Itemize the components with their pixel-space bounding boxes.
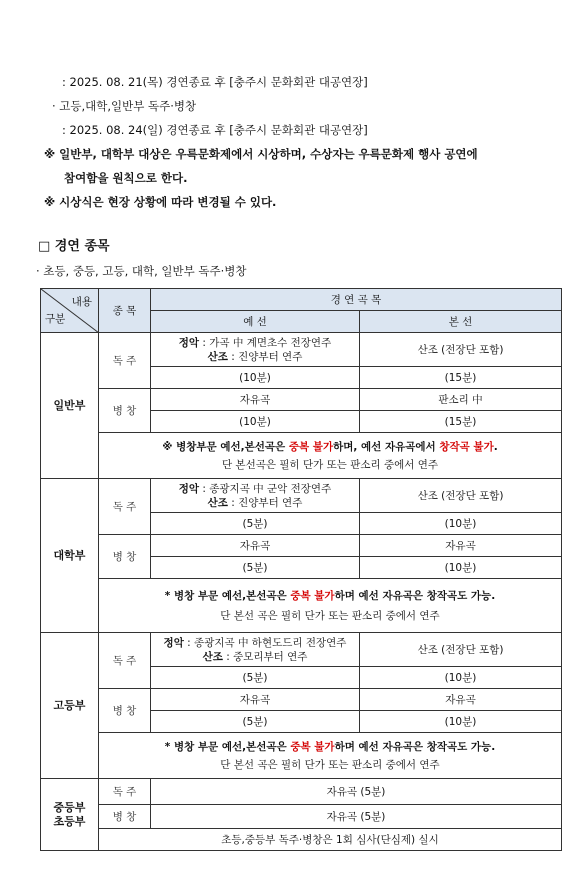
- general-note-a2: 중복 불가: [288, 440, 334, 453]
- header-prelim: 예 선: [151, 311, 360, 333]
- college-sing-prelim: 자유곡: [151, 535, 360, 557]
- general-solo: 독 주: [99, 333, 151, 389]
- general-solo-jeongak: : 가곡 中 계면초수 전장연주: [199, 336, 332, 349]
- high-note: [99, 733, 562, 779]
- junior-solo-piece: 자유곡 (5분): [151, 779, 562, 805]
- header-content-label: 내용: [71, 296, 92, 308]
- high-solo-jeongak: : 종광지곡 中 하현도드리 전장연주: [183, 636, 347, 649]
- general-note-b1: 단 본선곡: [221, 458, 266, 471]
- category-elementary-label: 초등부: [53, 814, 86, 828]
- college-sing-prelim-time: (5분): [151, 557, 360, 579]
- general-solo-final-time: (15분): [360, 367, 562, 389]
- college-solo-final-time: (10분): [360, 513, 562, 535]
- header-final: 본 선: [360, 311, 562, 333]
- high-note-a2: 중복 불가: [290, 740, 335, 753]
- college-solo-prelim-time: (5분): [151, 513, 360, 535]
- competition-table: [40, 288, 562, 851]
- high-sing-final-time: (10분): [360, 711, 562, 733]
- general-sing-final: 판소리 中: [360, 389, 562, 411]
- general-note-a5: .: [493, 440, 498, 453]
- high-note-a3: 하며 예선 자유곡은 창작곡도 가능.: [334, 740, 496, 753]
- general-solo-prelim: [151, 333, 360, 367]
- intro-note-1b: 참여함을 원칙으로 한다.: [64, 171, 188, 185]
- high-note-b2: 은 필히 단가 또는 판소리 중에서 연주: [267, 758, 440, 771]
- high-sing: 병 창: [99, 689, 151, 733]
- high-solo-jeongak-key: 정악: [163, 636, 184, 649]
- college-note-a1: * 병창 부문 예선,본선곡은: [164, 589, 291, 602]
- general-sing-prelim: 자유곡: [151, 389, 360, 411]
- college-note-b2: 은 필히 단가 또는 판소리 중에서 연주: [267, 609, 440, 622]
- junior-solo: 독 주: [99, 779, 151, 805]
- high-solo-final-time: (10분): [360, 667, 562, 689]
- college-solo-jeongak-key: 정악: [178, 482, 200, 495]
- junior-sing: 병 창: [99, 805, 151, 829]
- high-sing-prelim: 자유곡: [151, 689, 360, 711]
- general-note-a4: 창작곡 불가: [439, 440, 494, 453]
- intro-note-2: ※ 시상식은 현장 상황에 따라 변경될 수 있다.: [44, 195, 277, 209]
- general-note: [99, 433, 562, 479]
- general-note-b2: 은 필히 단가 또는 판소리 중에서 연주: [265, 458, 439, 471]
- general-sing-prelim-time: (10분): [151, 411, 360, 433]
- high-solo-prelim-time: (5분): [151, 667, 360, 689]
- intro-date-line-2: : 2025. 08. 24(일) 경연종료 후 [충주시 문화회관 대공연장]: [62, 123, 368, 137]
- general-solo-sanjo-key: 산조: [207, 350, 228, 363]
- high-sing-final: 자유곡: [360, 689, 562, 711]
- high-solo-final: 산조 (전장단 포함): [360, 633, 562, 667]
- college-solo-sanjo: : 진양부터 연주: [227, 496, 303, 509]
- college-sing-final-time: (10분): [360, 557, 562, 579]
- section-title: □ 경연 종목: [38, 239, 110, 254]
- intro-note-1a: ※ 일반부, 대학부 대상은 우륵문화제에서 시상하며, 수상자는 우륵문화제 행사 공연에: [44, 147, 478, 161]
- section-subtitle: · 초등, 중등, 고등, 대학, 일반부 독주·병창: [36, 264, 247, 278]
- college-solo: 독 주: [99, 479, 151, 535]
- category-junior: [41, 779, 99, 851]
- general-solo-sanjo: : 진양부터 연주: [227, 350, 303, 363]
- header-category-label: 구분: [45, 313, 66, 325]
- high-solo-prelim: [151, 633, 360, 667]
- high-solo: 독 주: [99, 633, 151, 689]
- category-middle-label: 중등부: [53, 800, 86, 814]
- category-college: 대학부: [41, 479, 99, 633]
- general-solo-prelim-time: (10분): [151, 367, 360, 389]
- high-solo-sanjo: : 중모리부터 연주: [222, 650, 308, 663]
- general-solo-jeongak-key: 정악: [178, 336, 200, 349]
- college-solo-final: 산조 (전장단 포함): [360, 479, 562, 513]
- junior-sing-piece: 자유곡 (5분): [151, 805, 562, 829]
- intro-division-line: · 고등,대학,일반부 독주·병창: [52, 99, 197, 113]
- header-pieces: 경 연 곡 목: [151, 289, 562, 311]
- college-note-a2: 중복 불가: [290, 589, 335, 602]
- category-general: 일반부: [41, 333, 99, 479]
- intro-date-line-1: : 2025. 08. 21(목) 경연종료 후 [충주시 문화회관 대공연장]: [62, 75, 368, 89]
- header-diagonal-cell: [41, 289, 99, 333]
- high-solo-sanjo-key: 산조: [202, 650, 223, 663]
- header-event: 종 목: [99, 289, 151, 333]
- general-sing-final-time: (15분): [360, 411, 562, 433]
- general-solo-final: 산조 (전장단 포함): [360, 333, 562, 367]
- general-note-a1: ※ 병창부문 예선,본선곡은: [162, 440, 289, 453]
- college-solo-sanjo-key: 산조: [207, 496, 228, 509]
- high-note-b1: 단 본선 곡: [220, 758, 268, 771]
- high-sing-prelim-time: (5분): [151, 711, 360, 733]
- college-sing: 병 창: [99, 535, 151, 579]
- college-note: [99, 579, 562, 633]
- college-note-a3: 하며 예선 자유곡은 창작곡도 가능.: [334, 589, 496, 602]
- general-sing: 병 창: [99, 389, 151, 433]
- college-note-b1: 단 본선 곡: [220, 609, 268, 622]
- high-note-a1: * 병창 부문 예선,본선곡은: [164, 740, 291, 753]
- college-solo-jeongak: : 종광지곡 中 군악 전장연주: [199, 482, 332, 495]
- general-note-a3: 하며, 예선 자유곡에서: [333, 440, 440, 453]
- college-solo-prelim: [151, 479, 360, 513]
- college-sing-final: 자유곡: [360, 535, 562, 557]
- category-high: 고등부: [41, 633, 99, 779]
- junior-note: 초등,중등부 독주·병창은 1회 심사(단심제) 실시: [99, 829, 562, 851]
